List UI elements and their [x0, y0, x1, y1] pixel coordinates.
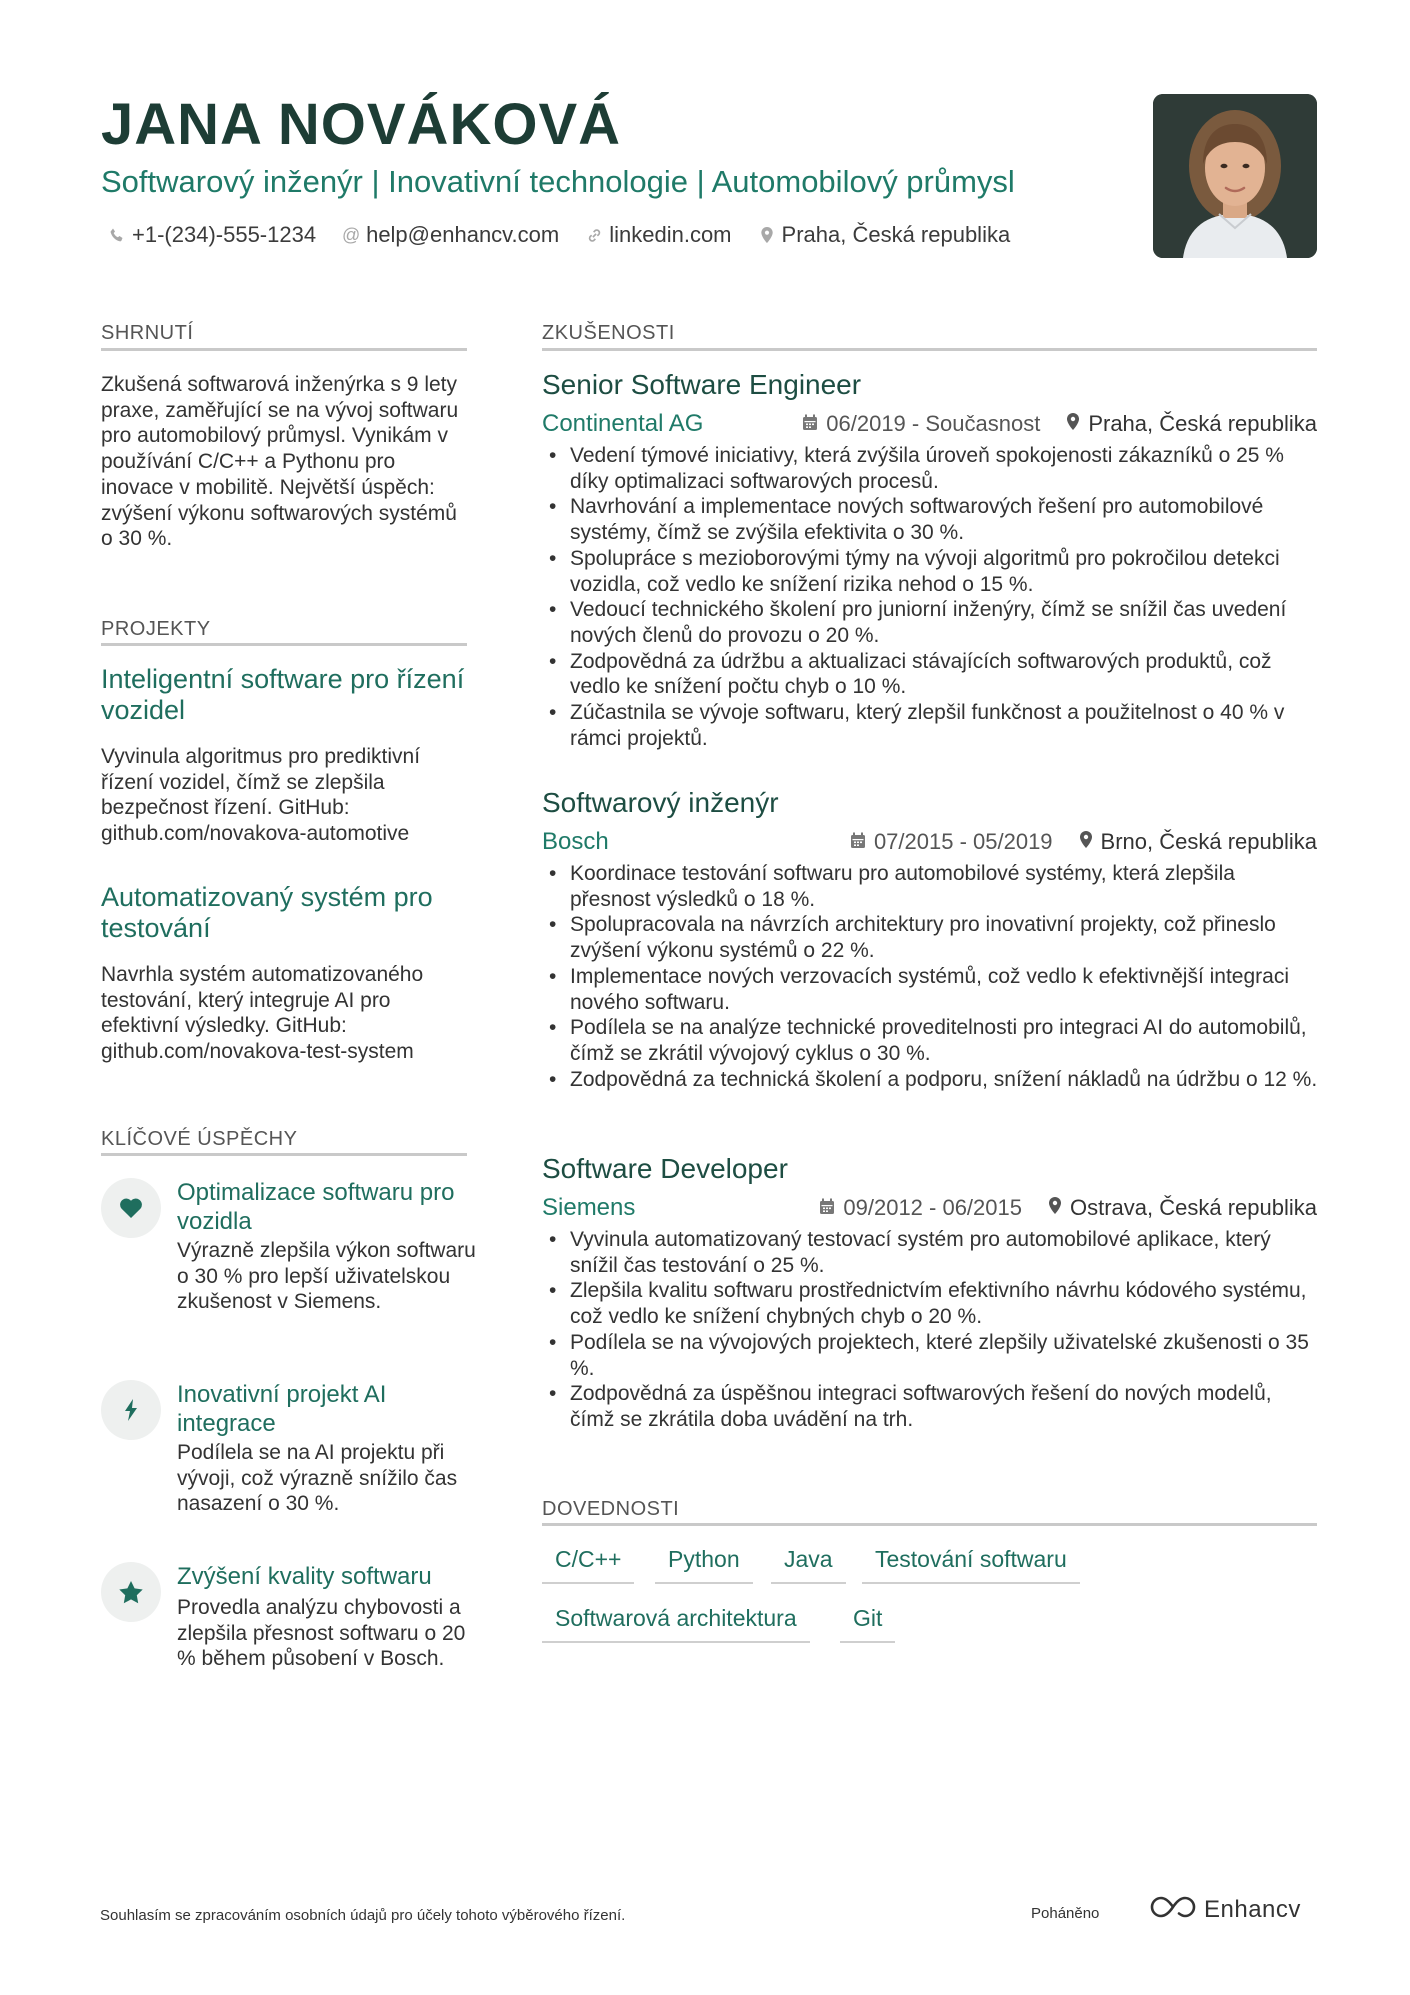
list-item: • Koordinace testování softwaru pro automobilové systémy, která zlepšila přesnost výsledků o 18 %. [549, 861, 1319, 912]
achievement-desc: Výrazně zlepšila výkon softwaru o 30 % pro lepší uživatelskou zkušenost v Siemens. [177, 1239, 476, 1314]
list-item: • Zodpovědná za údržbu a aktualizaci stávajících softwarových produktů, což vedlo ke snížení počtu chyb o 10 %. [549, 649, 1319, 700]
contact-location [758, 220, 1011, 250]
list-item: • Zúčastnila se vývoje softwaru, který zlepšil funkčnost a použitelnost o 40 % v rámci projektů. [549, 700, 1319, 751]
achievements-divider [101, 1153, 467, 1156]
calendar-icon [802, 408, 818, 440]
calendar-icon [850, 826, 866, 858]
enhancv-logo[interactable] [1150, 1894, 1301, 1925]
phone-text: +1-(234)-555-1234 [132, 222, 317, 247]
list-item: • Zlepšila kvalitu softwaru prostřednictvím efektivního návrhu kódového systému, což vedlo ke snížení chybných chyb o 20 %. [549, 1278, 1319, 1329]
list-item: • Podílela se na vývojových projektech, které zlepšily uživatelské zkušenosti o 35 %. [549, 1330, 1319, 1381]
job-title: Software Developer [542, 1153, 788, 1184]
skill-tag: Testování softwaru [862, 1544, 1080, 1584]
job-location: Brno, Česká republika [1100, 829, 1317, 854]
at-icon: @ [341, 225, 361, 245]
job-bullets [549, 861, 1319, 1092]
skills-divider [542, 1523, 1317, 1526]
job-meta [542, 1192, 1317, 1224]
heart-icon [101, 1178, 161, 1238]
achievement-title: Inovativní projekt AI integrace [177, 1381, 387, 1437]
contact-bar [108, 220, 1010, 250]
achievement-title: Zvýšení kvality softwaru [177, 1563, 432, 1590]
list-item: • Spolupracovala na návrzích architektury pro inovativní projekty, což přineslo zvýšení výkonu systémů o 22 %. [549, 912, 1319, 963]
infinity-icon [1150, 1894, 1196, 1925]
summary-text: Zkušená softwarová inženýrka s 9 lety praxe, zaměřující se na vývoj softwaru pro automobilový průmysl. Vynikám v používání C/C++ a Pythonu pro inovace v mobilitě. Největší úspěch: zvýšení výkonu softwarových systémů o 30 %. [101, 373, 459, 551]
projects-heading: PROJEKTY [101, 618, 211, 640]
summary-heading: SHRNUTÍ [101, 322, 194, 344]
contact-email[interactable] [342, 220, 559, 250]
project-desc: Vyvinula algoritmus pro prediktivní řízení vozidel, čímž se zlepšila bezpečnost řízení. GitHub: github.com/novakova-automotive [101, 745, 421, 846]
linkedin-text: linkedin.com [609, 222, 732, 247]
list-item: • Navrhování a implementace nových softwarových řešení pro automobilové systémy, čímž se zvýšila efektivita o 30 %. [549, 494, 1319, 545]
list-item: • Zodpovědná za úspěšnou integraci softwarových řešení do nových modelů, čímž se zkrátila doba uvádění na trh. [549, 1381, 1319, 1432]
brand-name: Enhancv [1204, 1895, 1301, 1923]
consent-text: Souhlasím se zpracováním osobních údajů pro účely tohoto výběrového řízení. [100, 1907, 626, 1924]
job-dates: 09/2012 - 06/2015 [843, 1195, 1022, 1220]
list-item: • Spolupráce s mezioborovými týmy na vývoji algoritmů pro pokročilou detekci vozidla, což vedlo ke snížení rizika nehod o 15 %. [549, 546, 1319, 597]
calendar-icon [819, 1192, 835, 1224]
project-desc: Navrhla systém automatizovaného testování, který integruje AI pro efektivní výsledky. GitHub: github.com/novakova-test-system [101, 963, 424, 1064]
job-meta [542, 826, 1317, 858]
achievement-desc: Provedla analýzu chybovosti a zlepšila přesnost softwaru o 20 % během působení v Bosch. [177, 1596, 466, 1671]
job-title: Senior Software Engineer [542, 369, 862, 400]
skill-tag: Python [655, 1544, 753, 1584]
list-item: • Implementace nových verzovacích systémů, což vedlo k efektivnější integraci nového softwaru. [549, 964, 1319, 1015]
list-item: • Vyvinula automatizovaný testovací systém pro automobilové aplikace, který snížil čas testování o 25 %. [549, 1227, 1319, 1278]
list-item: • Vedoucí technického školení pro juniorní inženýry, čímž se snížil čas uvedení nových členů do provozu o 20 %. [549, 597, 1319, 648]
job-location: Praha, Česká republika [1088, 411, 1317, 436]
summary-divider [101, 348, 467, 351]
powered-by-label: Poháněno [1031, 1905, 1100, 1922]
achievement-desc: Podílela se na AI projektu při vývoji, což výrazně snížilo čas nasazení o 30 %. [177, 1441, 458, 1516]
company-name: Continental AG [542, 410, 704, 437]
skill-tag: Git [840, 1603, 895, 1643]
list-item: • Podílela se na analýze technické proveditelnosti pro integraci AI do automobilů, čímž se zkrátil vývojový cyklus o 30 %. [549, 1015, 1319, 1066]
job-bullets [549, 443, 1319, 751]
map-pin-icon [1066, 408, 1080, 440]
contact-phone[interactable] [108, 220, 316, 250]
list-item: • Zodpovědná za technická školení a podporu, snížení nákladů na údržbu o 12 %. [549, 1067, 1319, 1093]
company-name: Bosch [542, 828, 609, 855]
job-title: Softwarový inženýr [542, 787, 779, 818]
bolt-icon [101, 1380, 161, 1440]
skill-tag: Softwarová architektura [542, 1603, 810, 1643]
headline: Softwarový inženýr | Inovativní technologie | Automobilový průmysl [101, 164, 1015, 199]
achievement-title: Optimalizace softwaru pro vozidla [177, 1179, 455, 1235]
location-text: Praha, Česká republika [781, 222, 1011, 247]
job-dates: 06/2019 - Současnost [826, 411, 1041, 436]
star-icon [101, 1562, 161, 1622]
map-pin-icon [1079, 826, 1093, 858]
experience-divider [542, 348, 1317, 351]
achievements-heading: KLÍČOVÉ ÚSPĚCHY [101, 1128, 298, 1150]
job-meta [542, 408, 1317, 440]
candidate-name: JANA NOVÁKOVÁ [101, 92, 622, 157]
project-title: Automatizovaný systém pro testování [101, 882, 433, 943]
link-icon [585, 227, 603, 244]
job-bullets [549, 1227, 1319, 1433]
company-name: Siemens [542, 1194, 636, 1221]
skill-tag: C/C++ [542, 1544, 634, 1584]
map-pin-icon [758, 227, 776, 244]
list-item: • Vedení týmové iniciativy, která zvýšila úroveň spokojenosti zákazníků o 25 % díky optimalizaci softwarových procesů. [549, 443, 1319, 494]
profile-photo [1153, 94, 1317, 258]
phone-icon [108, 227, 126, 243]
email-text: help@enhancv.com [366, 222, 560, 247]
project-title: Inteligentní software pro řízení vozidel [101, 664, 465, 725]
experience-heading: ZKUŠENOSTI [542, 322, 675, 344]
skill-tag: Java [771, 1544, 846, 1584]
job-location: Ostrava, Česká republika [1070, 1195, 1317, 1220]
map-pin-icon [1048, 1192, 1062, 1224]
job-dates: 07/2015 - 05/2019 [873, 829, 1053, 854]
projects-divider [101, 643, 467, 646]
skills-heading: DOVEDNOSTI [542, 1498, 680, 1520]
contact-linkedin[interactable] [585, 220, 731, 250]
